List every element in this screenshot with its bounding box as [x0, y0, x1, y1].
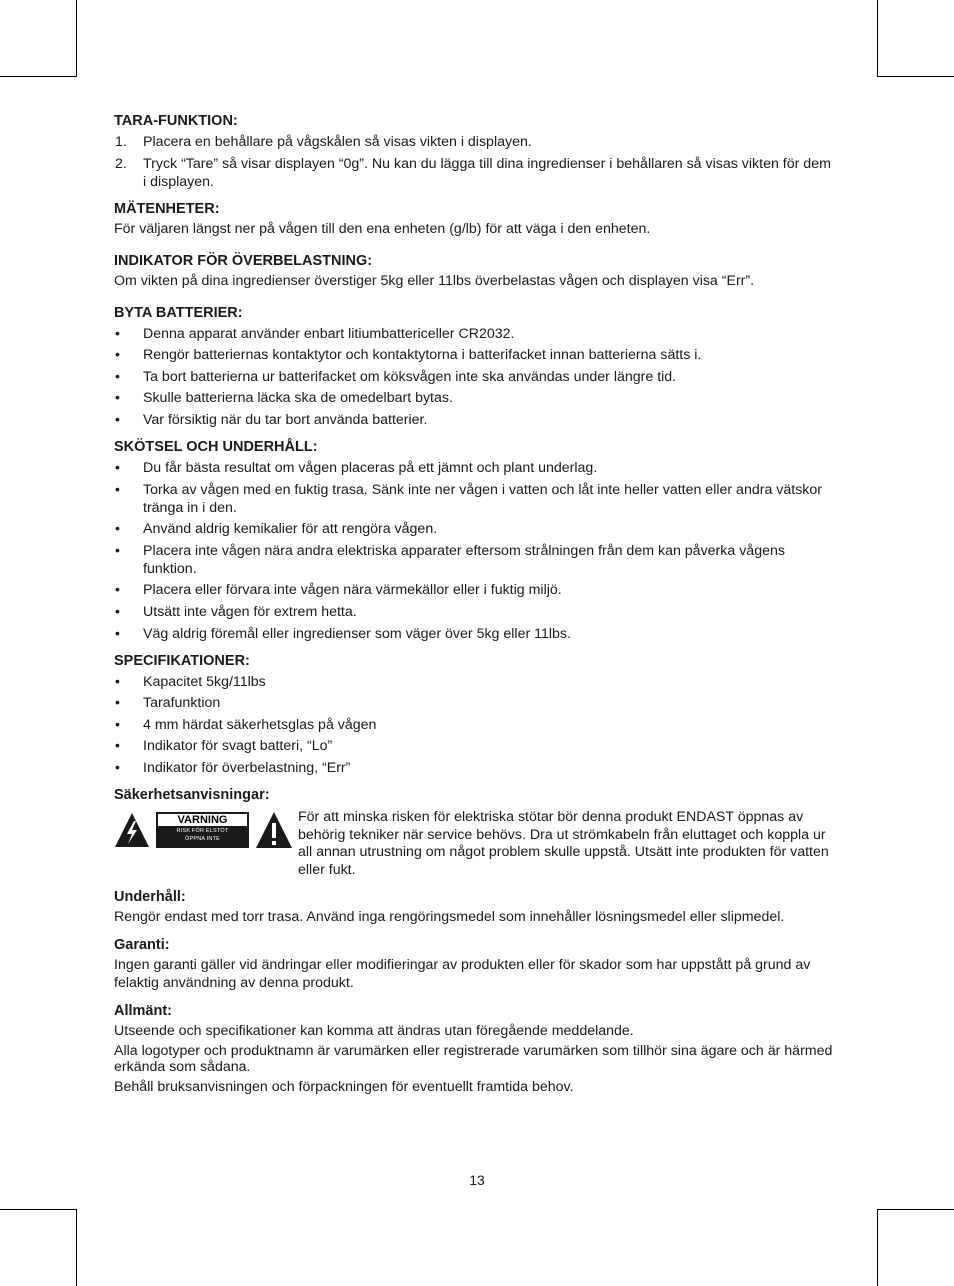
list-item: • Indikator för överbelastning, “Err” [115, 759, 351, 776]
list-item: • Väg aldrig föremål eller ingredienser som väger över 5kg eller 11lbs. [115, 625, 571, 642]
heading-specs: SPECIFIKATIONER: [114, 652, 250, 669]
safety-warning-row [114, 809, 836, 879]
section-overload [114, 252, 836, 290]
list-item: • Torka av vågen med en fuktig trasa. Sänk inte ner vågen i vatten och låt inte heller vatten eller andra vätskor tränga in i den. [115, 481, 823, 516]
page-number: 13 [469, 1172, 485, 1188]
warning-label-line1: RISK FÖR ELSTÖT [176, 827, 229, 834]
section-care [114, 438, 836, 643]
heading-care: SKÖTSEL OCH UNDERHÅLL: [114, 438, 318, 455]
paragraph: Alla logotyper och produktnamn är varumärken eller registrerade varumärken som tillhör sina ägare och är härmed erkända som sådana. [114, 1043, 833, 1076]
paragraph: Behåll bruksanvisningen och förpackningen för eventuellt framtida behov. [114, 1079, 574, 1096]
list-item: • Skulle batterierna läcka ska de omedelbart bytas. [115, 390, 453, 407]
heading-general: Allmänt: [114, 1003, 172, 1020]
crop-mark-bl-horizontal [0, 1209, 77, 1210]
crop-mark-tr-vertical [877, 0, 878, 77]
list-item: 2. Tryck “Tare” så visar displayen “0g”. Nu kan du lägga till dina ingredienser i behållaren så visas vikten för dem i displayen. [115, 155, 831, 190]
list-item: 1. Placera en behållare på vågskålen så visas vikten i displayen. [115, 134, 532, 150]
section-units [114, 200, 836, 238]
list-item: • Använd aldrig kemikalier för att rengöra vågen. [115, 521, 438, 538]
crop-mark-br-vertical [877, 1209, 878, 1286]
list-item: • 4 mm härdat säkerhetsglas på vågen [115, 716, 377, 733]
crop-mark-tr-horizontal [877, 76, 954, 77]
paragraph: För väljaren längst ner på vågen till den ena enheten (g/lb) för att väga i den enheten. [114, 220, 651, 237]
care-list [114, 459, 836, 643]
list-item: • Placera inte vågen nära andra elektriska apparater eftersom strålningen från dem kan påverka vågens funktion. [115, 542, 785, 577]
list-item: • Du får bästa resultat om vågen placeras på ett jämnt och plant underlag. [115, 459, 598, 476]
safety-text: För att minska risken för elektriska stötar bör denna produkt ENDAST öppnas av behörig tekniker när service behövs. Dra ut strömkabeln från eluttaget och koppla ur all annan utrustning om något problem skulle uppstå. Utsätt inte produkten för vatten eller fukt. [298, 808, 829, 878]
specs-list [114, 673, 836, 777]
section-general [114, 1002, 836, 1096]
warning-label-line2: ÖPPNA INTE [184, 835, 220, 842]
crop-mark-br-horizontal [877, 1209, 954, 1210]
crop-mark-tl-horizontal [0, 76, 77, 77]
crop-mark-tl-vertical [76, 0, 77, 77]
section-maintenance [114, 888, 836, 926]
warning-label-graphic [114, 809, 298, 849]
warning-label-box [156, 812, 249, 848]
list-item: • Rengör batteriernas kontaktytor och kontaktytorna i batterifacket innan batterierna sätts i. [115, 347, 702, 364]
heading-tara: TARA-FUNKTION: [114, 113, 238, 129]
list-item: • Tarafunktion [115, 695, 221, 712]
heading-maintenance: Underhåll: [114, 889, 186, 906]
list-item: • Denna apparat använder enbart litiumbattericeller CR2032. [115, 325, 515, 342]
heading-warranty: Garanti: [114, 937, 170, 954]
heading-overload: INDIKATOR FÖR ÖVERBELASTNING: [114, 252, 373, 269]
list-item: • Kapacitet 5kg/11lbs [115, 673, 266, 690]
list-item: • Ta bort batterierna ur batterifacket om köksvågen inte ska användas under längre tid. [115, 368, 677, 385]
heading-batteries: BYTA BATTERIER: [114, 304, 243, 321]
list-item: • Var försiktig när du tar bort använda batterier. [115, 411, 428, 428]
heading-units: MÄTENHETER: [114, 200, 220, 217]
section-specs [114, 652, 836, 777]
crop-mark-bl-vertical [76, 1209, 77, 1286]
exclamation-warning-icon [255, 811, 293, 849]
section-batteries [114, 304, 836, 429]
section-warranty [114, 936, 836, 992]
tara-list [114, 133, 836, 191]
paragraph: Rengör endast med torr trasa. Använd inga rengöringsmedel som innehåller lösningsmedel eller slipmedel. [114, 909, 785, 926]
list-item: • Indikator för svagt batteri, “Lo” [115, 738, 333, 755]
section-safety [114, 786, 836, 879]
heading-safety: Säkerhetsanvisningar: [114, 786, 270, 803]
paragraph: Om vikten på dina ingredienser överstiger 5kg eller 11lbs överbelastas vågen och displayen visa “Err”. [114, 272, 755, 289]
list-item: • Placera eller förvara inte vågen nära värmekällor eller i fuktig miljö. [115, 582, 562, 599]
paragraph: Ingen garanti gäller vid ändringar eller modifieringar av produkten eller för skador som har uppstått på grund av felaktig användning av denna produkt. [114, 957, 811, 992]
paragraph: Utseende och specifikationer kan komma att ändras utan föregående meddelande. [114, 1023, 634, 1040]
page-content [114, 112, 836, 1105]
lightning-warning-icon [114, 812, 150, 848]
section-tara [114, 112, 836, 191]
batteries-list [114, 325, 836, 429]
list-item: • Utsätt inte vågen för extrem hetta. [115, 603, 357, 620]
warning-label-title: VARNING [158, 814, 247, 826]
